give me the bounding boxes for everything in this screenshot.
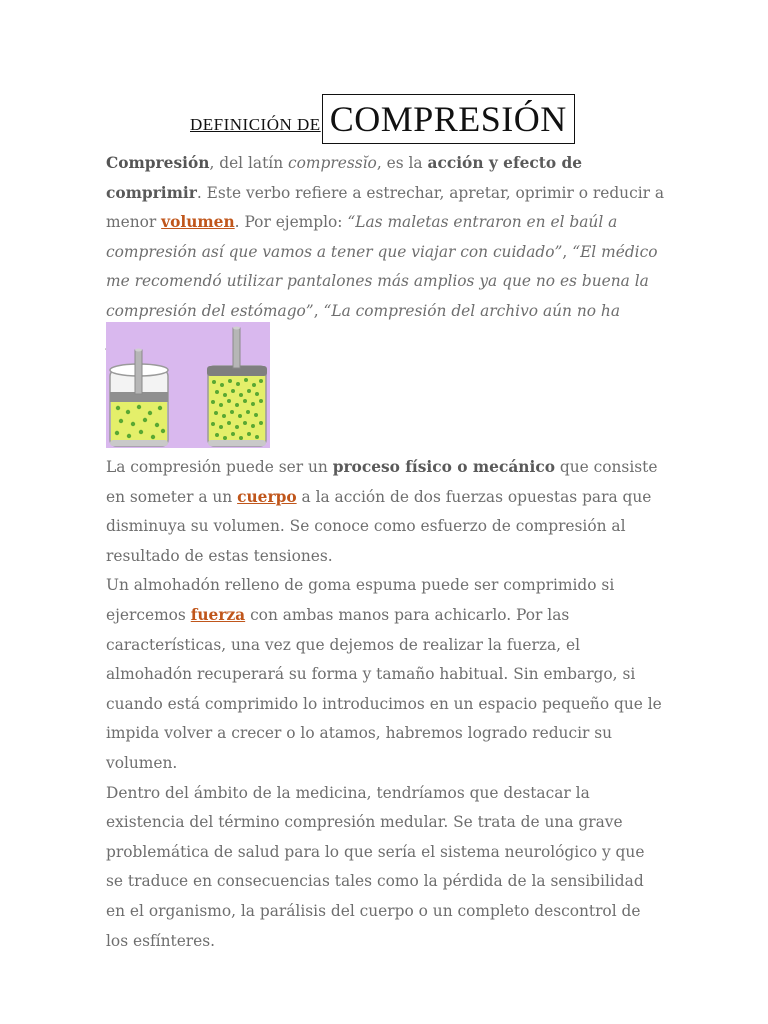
intro-text-4: . Por ejemplo: bbox=[234, 213, 348, 232]
intro-text-2: , es la bbox=[376, 154, 428, 172]
link-fuerza[interactable]: fuerza bbox=[190, 605, 246, 624]
link-volumen[interactable]: volumen bbox=[161, 213, 235, 232]
paragraph-almohadon bbox=[106, 571, 666, 778]
page-title bbox=[190, 92, 575, 144]
bold-proceso: proceso físico o mecánico bbox=[332, 458, 555, 476]
body-text-1: La compresión puede ser un bbox=[106, 458, 333, 476]
intro-text-5: , bbox=[562, 242, 573, 261]
compression-cylinders-image bbox=[106, 322, 270, 448]
almohadon-text-2: con ambas manos para achicarlo. Por las características, una vez que dejemos de realizar la fuerza, el almohadón recuperará su forma y tamaño habitual. Sin embargo, si cuando está comprimido lo introducimos en un espacio pequeño que le impida volver a crecer o lo atamos, habremos logrado reducir su volumen. bbox=[106, 605, 662, 772]
almohadon-text-1: Un almohadón relleno de goma espuma puede ser comprimido si ejercemos bbox=[106, 576, 615, 624]
intro-text-6: , bbox=[313, 301, 324, 320]
example-1: “Las maletas entraron en el baúl a compresión así que vamos a tener que viajar con cuidado” bbox=[106, 213, 618, 261]
definition-text: acción y efecto de comprimir bbox=[106, 154, 583, 202]
title-word-box: COMPRESIÓN bbox=[322, 94, 575, 144]
intro-text-1: , del latín bbox=[209, 154, 289, 172]
paragraph-medicina: Dentro del ámbito de la medicina, tendríamos que destacar la existencia del término compresión medular. Se trata de una grave problemática de salud para lo que sería el sistema neurológico y que se traduce en consecuencias tales como la pérdida de la sensibilidad en el organismo, la parálisis del cuerpo o un completo descontrol de los esfínteres. bbox=[106, 783, 645, 950]
body-text bbox=[106, 453, 666, 956]
link-cuerpo[interactable]: cuerpo bbox=[237, 487, 297, 506]
term-compresion: Compresión bbox=[106, 154, 210, 172]
body-text-3: a la acción de dos fuerzas opuestas para que disminuya su volumen. Se conoce como esfuerzo de compresión al resultado de estas tensiones. bbox=[106, 487, 652, 565]
paragraph-proceso bbox=[106, 453, 666, 571]
latin-word: compressĭo bbox=[288, 154, 377, 172]
example-3: “La compresión del archivo aún no ha bbox=[323, 301, 620, 320]
title-prefix: DEFINICIÓN DE bbox=[190, 115, 321, 134]
intro-text-3: . Este verbo refiere a estrechar, apretar, oprimir o reducir a menor bbox=[106, 183, 665, 232]
example-2: “El médico me recomendó utilizar pantalones más amplios ya que no es buena la compresión del estómago” bbox=[106, 242, 658, 320]
body-text-2: que consiste en someter a un bbox=[106, 458, 658, 506]
